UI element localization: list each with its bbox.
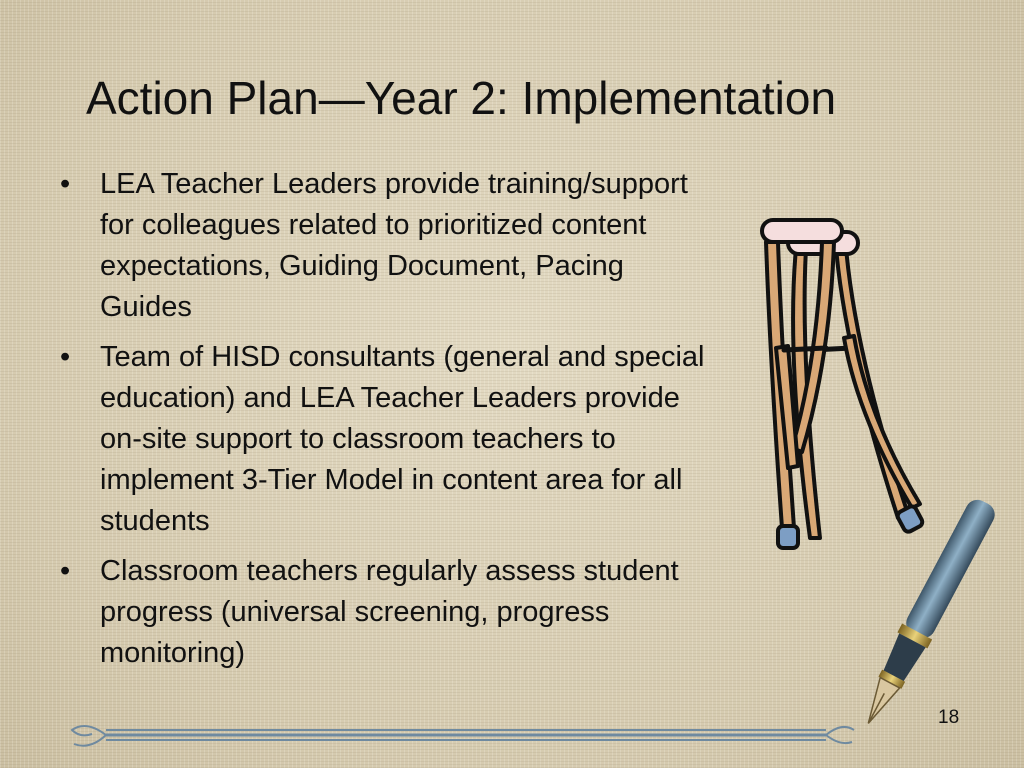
bullet-text: LEA Teacher Leaders provide training/support for colleagues related to prioritized content expectations, Guiding Document, Pacing Guides (100, 168, 688, 323)
page-number: 18 (938, 707, 960, 728)
bullet-item (58, 164, 718, 328)
bullet-item (58, 337, 718, 542)
bullet-text: Classroom teachers regularly assess student progress (universal screening, progress monitoring) (100, 555, 679, 669)
ornamental-divider (66, 716, 856, 752)
bullet-item (58, 551, 718, 674)
bullet-dot: • (60, 168, 71, 200)
bullet-dot: • (60, 555, 71, 587)
slide-title: Action Plan—Year 2: Implementation (86, 72, 837, 124)
fountain-pen-icon (836, 492, 1016, 742)
bullet-dot: • (60, 341, 71, 373)
bullet-list (58, 164, 718, 683)
bullet-text: Team of HISD consultants (general and special education) and LEA Teacher Leaders provide on-site support to classroom teachers to implement 3-Tier Model in content area for all students (100, 341, 705, 537)
